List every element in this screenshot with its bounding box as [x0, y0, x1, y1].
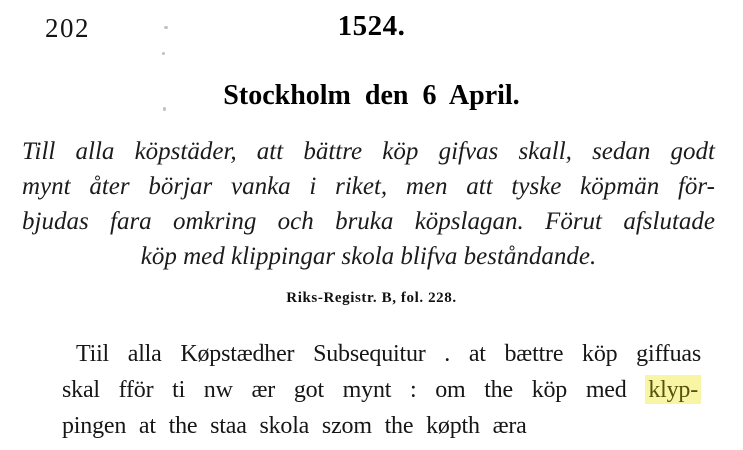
body-line — [62, 372, 701, 408]
body-paragraph — [62, 336, 701, 444]
year-heading: 1524. — [337, 10, 406, 42]
summary-line: mynt åter börjar vanka i riket, men att tyske köpmän för- — [22, 173, 715, 200]
source-reference: Riks-Registr. B, fol. 228. — [286, 290, 457, 306]
scan-speck — [163, 107, 166, 111]
scan-speck — [162, 52, 165, 55]
summary-line-last: köp med klippingar skola blifva beståndande. — [140, 243, 597, 270]
search-highlight: klyp- — [645, 375, 701, 404]
body-line: Tiil alla Køpstædher Subsequitur . at bættre köp giffuas — [76, 341, 701, 367]
body-line: pingen at the staa skola szom the køpth æra — [62, 413, 527, 439]
body-line-text: skal fför ti nw ær got mynt : om the köp med — [62, 377, 646, 403]
summary-line: Till alla köpstäder, att bättre köp gifvas skall, sedan godt — [22, 138, 715, 165]
page-number: 202 — [45, 13, 90, 43]
summary-line: bjudas fara omkring och bruka köpslagan. Förut afslutade — [22, 208, 715, 235]
scan-speck — [164, 26, 168, 29]
dateline-title: Stockholm den 6 April. — [223, 80, 520, 111]
summary-paragraph — [22, 134, 715, 274]
